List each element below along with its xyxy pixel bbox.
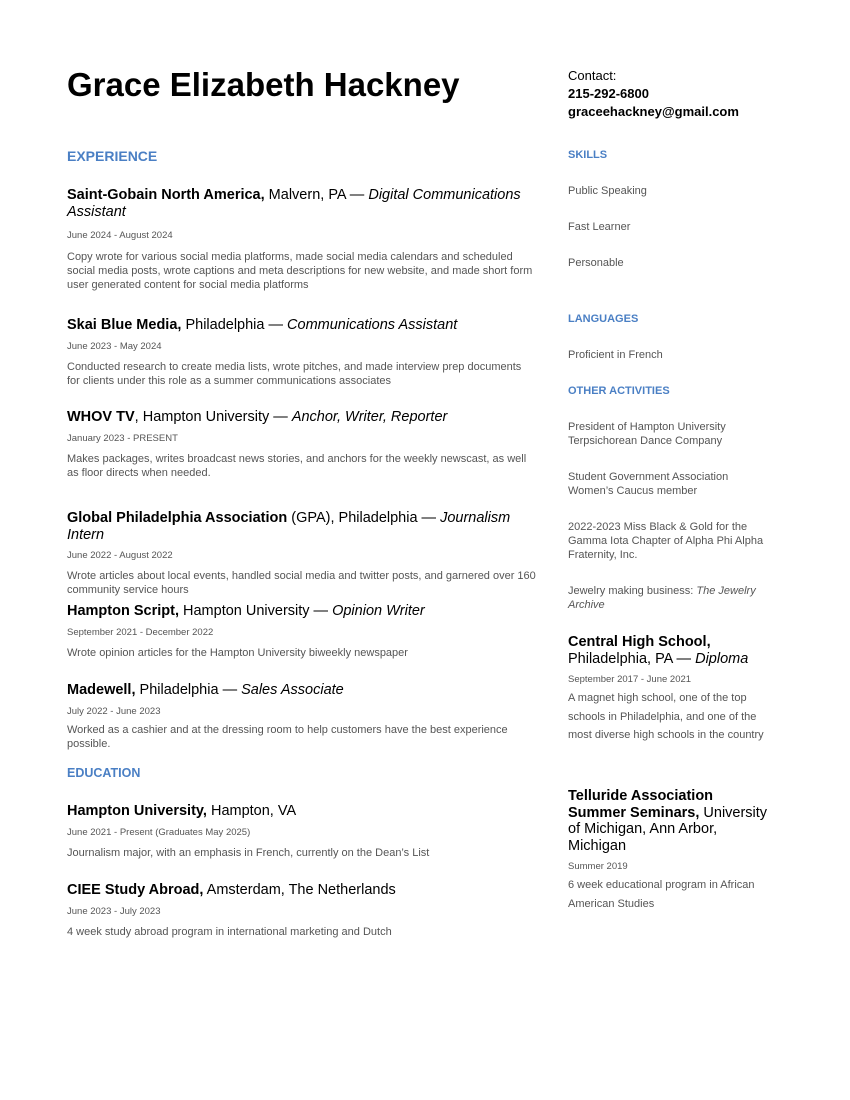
school-description: 4 week study abroad program in international marketing and Dutch <box>67 925 392 938</box>
school-location: Hampton, VA <box>206 803 297 819</box>
candidate-name: Grace Elizabeth Hackney <box>67 66 460 103</box>
job-dates: July 2022 - June 2023 <box>67 705 161 717</box>
contact-block <box>568 67 739 121</box>
job-location: Hampton University — <box>178 603 333 619</box>
employer: Saint-Gobain North America, <box>67 187 265 203</box>
experience-item <box>67 603 537 660</box>
job-description: Wrote opinion articles for the Hampton University biweekly newspaper <box>67 646 408 659</box>
job-description: Wrote articles about local events, handled social media and twitter posts, and garnered over 160 community service hours <box>67 570 536 596</box>
job-title <box>67 682 537 699</box>
jewelry-business-name: The Jewelry Archive <box>568 585 756 611</box>
school-dates: Summer 2019 <box>568 861 628 872</box>
job-dates: June 2022 - August 2022 <box>67 550 173 561</box>
job-description: Conducted research to create media lists, wrote pitches, and made interview prep documents for clients under this role as a summer communications associates <box>67 360 522 387</box>
section-heading-education: EDUCATION <box>67 766 141 780</box>
school-name: CIEE Study Abroad, <box>67 882 204 898</box>
job-location: Philadelphia — <box>135 682 242 698</box>
job-description: Worked as a cashier and at the dressing room to help customers have the best experience possible. <box>67 723 508 750</box>
school-name: Central High School, <box>568 634 711 650</box>
school-title <box>568 788 768 854</box>
job-dates: June 2024 - August 2024 <box>67 230 173 241</box>
school-location: University of Michigan, Ann Arbor, Michigan <box>568 804 768 854</box>
education-item <box>67 803 537 860</box>
contact-email: graceehackney@gmail.com <box>568 104 739 119</box>
jewelry-prefix: Jewelry making business: <box>568 585 697 597</box>
school-location: Philadelphia, PA — <box>568 650 696 667</box>
section-heading-other-activities: OTHER ACTIVITIES <box>568 385 670 397</box>
job-role: Digital Communications Assistant <box>67 187 521 220</box>
school-dates: September 2017 - June 2021 <box>568 674 692 685</box>
section-heading-languages: LANGUAGES <box>568 313 639 325</box>
job-title <box>67 603 537 620</box>
activity-item: 2022-2023 Miss Black & Gold for the Gamma Iota Chapter of Alpha Phi Alpha Fraternity, Inc. <box>568 521 764 561</box>
section-heading-skills: SKILLS <box>568 149 608 161</box>
contact-phone: 215-292-6800 <box>568 86 649 101</box>
contact-label: Contact: <box>568 68 617 83</box>
job-role: Opinion Writer <box>332 603 425 619</box>
school-location: Amsterdam, The Netherlands <box>203 882 396 898</box>
job-role: Anchor, Writer, Reporter <box>291 409 448 425</box>
education-item <box>568 788 768 913</box>
job-location: Malvern, PA — <box>264 187 369 203</box>
skill-item: Public Speaking <box>568 185 647 197</box>
school-title <box>67 803 537 820</box>
employer: Madewell, <box>67 682 136 698</box>
school-title <box>568 634 768 667</box>
school-name: Telluride Association Summer Seminars, <box>568 788 714 821</box>
job-title <box>67 187 537 220</box>
skill-item: Personable <box>568 257 624 269</box>
employer: Skai Blue Media, <box>67 317 182 333</box>
school-credential: Diploma <box>695 650 749 667</box>
section-heading-experience: EXPERIENCE <box>67 148 158 164</box>
experience-item <box>67 187 537 292</box>
school-title <box>67 882 537 899</box>
job-role: Communications Assistant <box>287 317 458 333</box>
experience-item <box>67 682 537 751</box>
activity-item: President of Hampton University Terpsichorean Dance Company <box>568 421 726 447</box>
school-name: Hampton University, <box>67 803 207 819</box>
job-location: Philadelphia — <box>181 317 288 333</box>
school-description: Journalism major, with an emphasis in French, currently on the Dean’s List <box>67 846 430 859</box>
job-location: (GPA), Philadelphia — <box>287 510 441 526</box>
school-dates: June 2021 - Present (Graduates May 2025) <box>67 826 251 838</box>
job-dates: June 2023 - May 2024 <box>67 340 162 352</box>
job-dates: September 2021 - December 2022 <box>67 626 214 638</box>
job-role: Sales Associate <box>241 682 344 698</box>
language-item: Proficient in French <box>568 349 663 361</box>
school-description: 6 week educational program in African American Studies <box>568 879 755 910</box>
employer: WHOV TV <box>67 409 135 425</box>
education-item <box>67 882 537 939</box>
experience-item <box>67 317 537 388</box>
experience-item <box>67 409 537 480</box>
job-location: , Hampton University — <box>134 409 292 425</box>
school-dates: June 2023 - July 2023 <box>67 905 161 917</box>
school-description: A magnet high school, one of the top schools in Philadelphia, and one of the most diverse high schools in the country <box>568 692 764 741</box>
job-title <box>67 510 547 543</box>
job-title <box>67 409 537 426</box>
employer: Hampton Script, <box>67 603 179 619</box>
job-description: Makes packages, writes broadcast news stories, and anchors for the weekly newscast, as well as floor directs when needed. <box>67 452 527 479</box>
education-item <box>568 634 768 745</box>
job-role: Journalism Intern <box>67 510 511 543</box>
experience-item <box>67 510 547 597</box>
employer: Global Philadelphia Association <box>67 510 288 526</box>
job-title <box>67 317 537 334</box>
job-description: Copy wrote for various social media platforms, made social media calendars and scheduled social media posts, wrote captions and meta descriptions for new website, and made short form user generated content for social media platforms <box>67 251 533 291</box>
skill-item: Fast Learner <box>568 221 631 233</box>
activity-item: Student Government Association Women’s Caucus member <box>568 471 729 497</box>
job-dates: January 2023 - PRESENT <box>67 432 178 444</box>
activity-item <box>568 584 768 612</box>
